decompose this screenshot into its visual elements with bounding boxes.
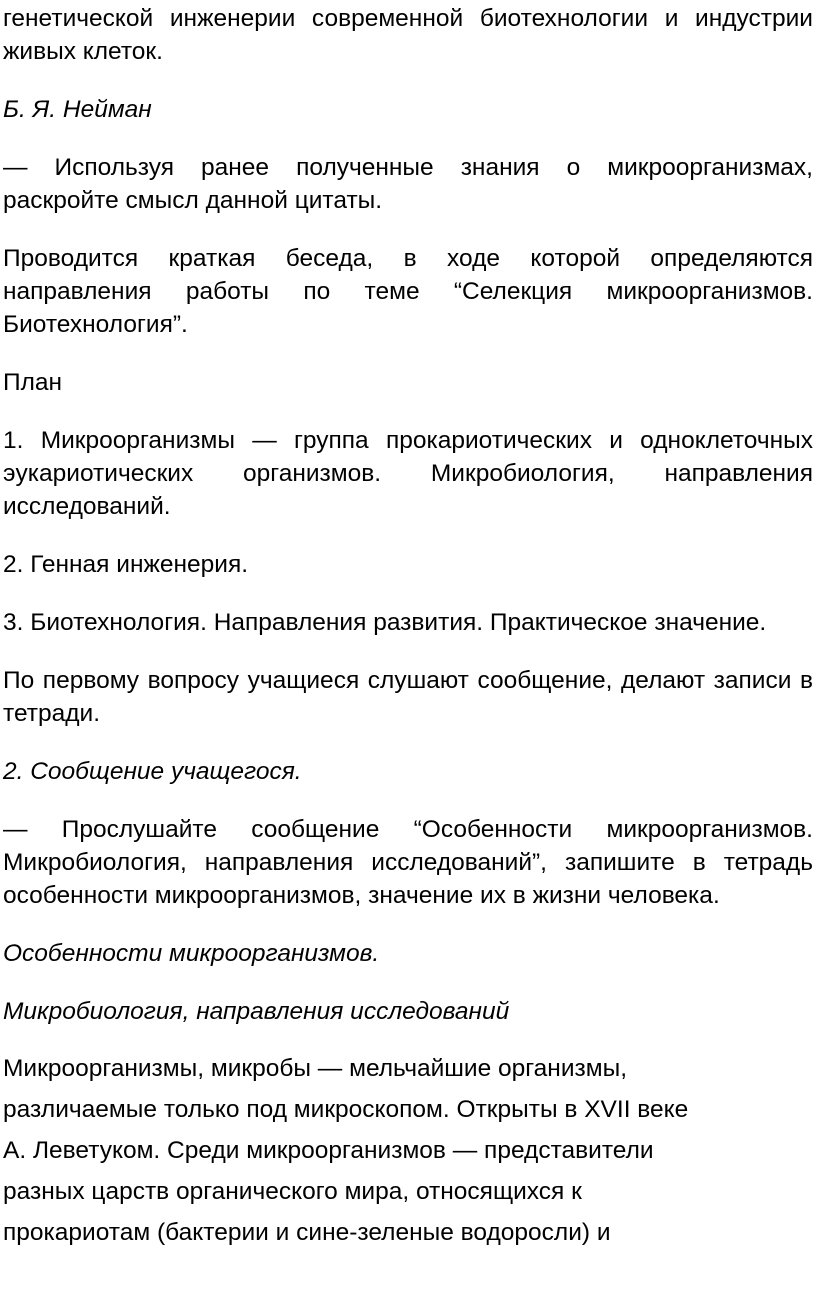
- paragraph-intro-fragment: генетической инженерии современной биотехнологии и индустрии живых клеток.: [3, 5, 813, 65]
- subheading-features: Особенности микроорганизмов.: [3, 940, 380, 967]
- text-line: различаемые только под микроскопом. Открыты в XVII веке: [3, 1096, 689, 1123]
- student-report-heading: 2. Сообщение учащегося.: [3, 758, 302, 785]
- paragraph-task: — Прослушайте сообщение “Особенности микроорганизмов. Микробиология, направления исследований”, запишите в тетрадь особенности микроорганизмов, значение их в жизни человека.: [3, 816, 813, 909]
- text-line: Микроорганизмы, микробы — мельчайшие организмы,: [3, 1055, 628, 1082]
- plan-item-1: 1. Микроорганизмы — группа прокариотических и одноклеточных эукариотических организмов. Микробиология, направления исследований.: [3, 427, 813, 520]
- text-line: А. Леветуком. Среди микроорганизмов — представители: [3, 1137, 654, 1164]
- subheading-microbiology: Микробиология, направления исследований: [3, 998, 510, 1025]
- paragraph-microorganisms: [3, 1048, 813, 1253]
- paragraph-discussion: Проводится краткая беседа, в ходе которой определяются направления работы по теме “Селекция микроорганизмов. Биотехнология”.: [3, 245, 813, 338]
- plan-heading: План: [3, 369, 63, 396]
- paragraph-first-question: По первому вопросу учащиеся слушают сообщение, делают записи в тетради.: [3, 667, 813, 727]
- plan-item-3: 3. Биотехнология. Направления развития. Практическое значение.: [3, 609, 767, 636]
- text-line: прокариотам (бактерии и сине-зеленые водоросли) и: [3, 1219, 611, 1246]
- text-line: разных царств органического мира, относящихся к: [3, 1178, 582, 1205]
- plan-item-2: 2. Генная инженерия.: [3, 551, 249, 578]
- paragraph-question: — Используя ранее полученные знания о микроорганизмах, раскройте смысл данной цитаты.: [3, 154, 813, 214]
- quote-author: Б. Я. Нейман: [3, 96, 152, 123]
- document-page: [3, 0, 813, 1253]
